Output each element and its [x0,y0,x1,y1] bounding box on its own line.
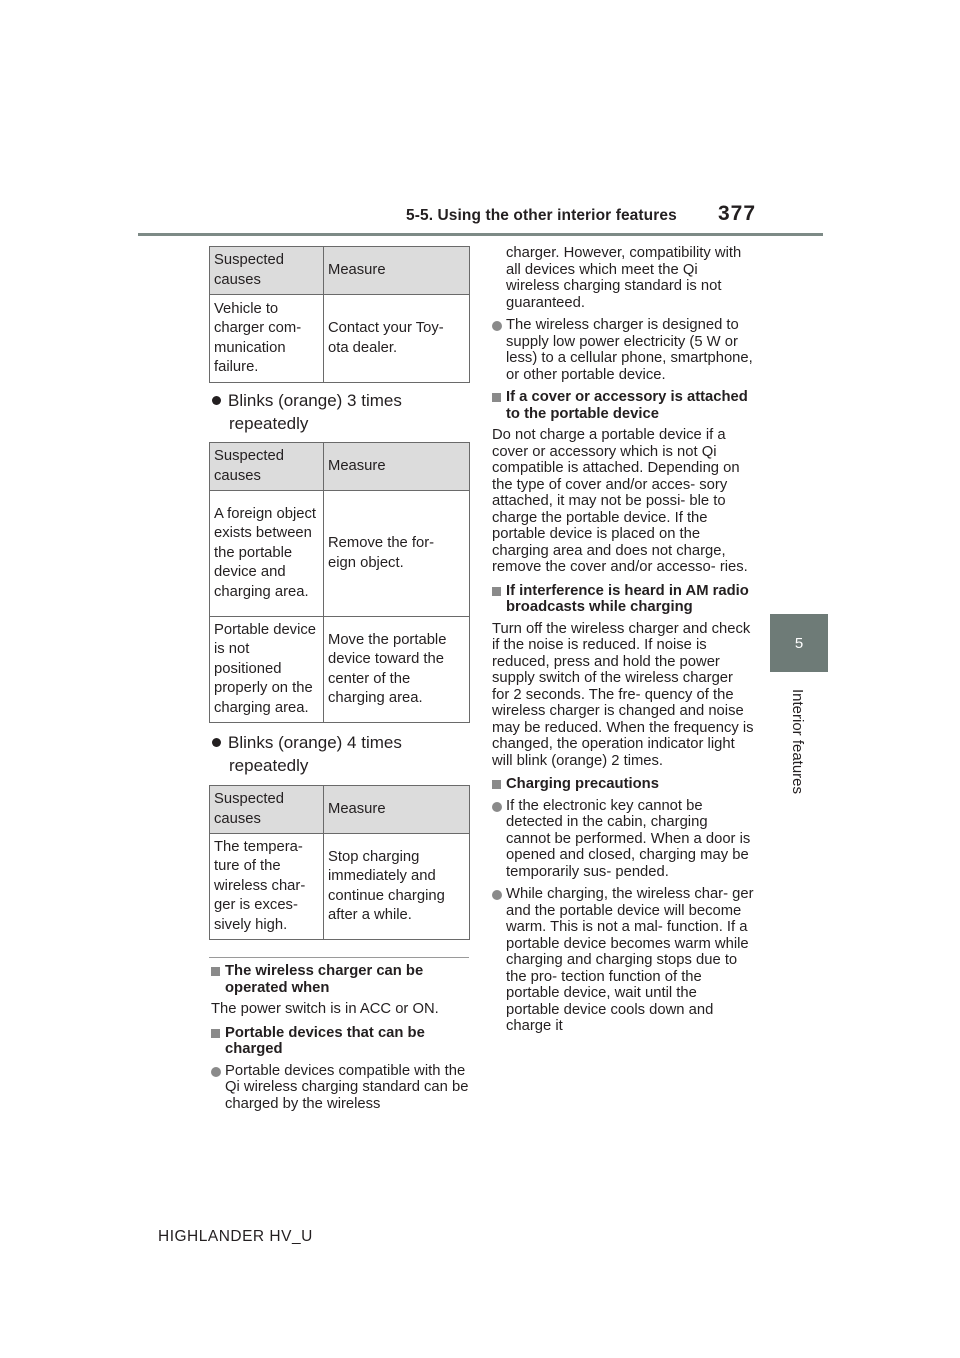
square-bullet-icon [211,1029,220,1038]
table-header-measure: Measure [324,247,470,295]
note-paragraph: Turn off the wireless charger and check if the noise is reduced. If noise is reduced, press and hold the power supply switch of the wireless charger for 2 seconds. The fre- quency of the wireless charger is changed and noise may be reduced. When the frequency is changed, the operation indicator light will blink (orange) 2 times. [492,620,754,769]
note-bullet: While charging, the wireless char- ger and the portable device will become warm. This is not a mal- function. If a portable device becomes warm while charging and charging stops due to the pro- tection function of the portable device, wait until the portable device cools down and charge it [492,886,754,1035]
chapter-tab: 5 [770,614,828,672]
note-heading: Portable devices that can be charged [211,1025,473,1058]
cause-cell: Vehicle to charger com- munication failure. [210,295,324,383]
circle-bullet-icon [211,1067,221,1077]
note-heading: Charging precautions [492,776,754,793]
table-row [210,491,470,617]
note-bullet: If the electronic key cannot be detected in the cabin, charging cannot be performed. When a door is opened and closed, charging may be temporarily sus- pended. [492,798,754,881]
note-bullet: Portable devices compatible with the Qi wireless charging standard can be charged by the wireless [211,1063,473,1113]
left-notes [211,963,473,1112]
footer-model: HIGHLANDER HV_U [158,1228,313,1245]
table-header-measure: Measure [324,443,470,491]
cause-cell: A foreign object exists between the portable device and charging area. [210,491,324,617]
square-bullet-icon [492,393,501,402]
note-continuation: charger. However, compatibility with all devices which meet the Qi wireless charging standard is not guaranteed. [506,245,742,311]
note-heading: The wireless charger can be operated when [211,963,473,996]
cause-cell: Portable device is not positioned properly on the charging area. [210,617,324,723]
measure-cell: Stop charging immediately and continue charging after a while. [324,834,470,940]
causes-table-1 [209,246,470,383]
section-title: 5-5. Using the other interior features [406,207,677,224]
table-header-measure: Measure [324,786,470,834]
bullet-dot [212,396,221,405]
blink-heading-3-times: Blinks (orange) 3 times repeatedly [212,389,402,435]
cause-cell: The tempera- ture of the wireless char- ger is exces- sively high. [210,834,324,940]
note-heading: If a cover or accessory is attached to the portable device [492,389,754,422]
measure-cell: Contact your Toy- ota dealer. [324,295,470,383]
table-header-cause: Suspected causes [210,786,324,834]
measure-cell: Move the portable device toward the center of the charging area. [324,617,470,723]
table-header-cause: Suspected causes [210,443,324,491]
table-row [210,295,470,383]
circle-bullet-icon [492,890,502,900]
page-number: 377 [718,202,757,225]
table-row [210,617,470,723]
chapter-side-label [787,680,809,802]
header-rule [138,233,823,236]
note-paragraph: The power switch is in ACC or ON. [211,1001,439,1017]
circle-bullet-icon [492,321,502,331]
note-paragraph: Do not charge a portable device if a cover or accessory which is not Qi compatible is attached. Depending on the type of cover and/or acces- sory attached, it may not be possi- ble to charge the portable device. If the portable device is placed on the charging area and does not charge, remove the cover and/or accesso- ries. [492,427,748,575]
table-row [210,834,470,940]
square-bullet-icon [492,587,501,596]
note-heading: If interference is heard in AM radio broadcasts while charging [492,583,754,616]
chapter-title: Interior features [789,688,807,794]
causes-table-2 [209,442,470,723]
circle-bullet-icon [492,802,502,812]
causes-table-3 [209,785,470,940]
note-bullet: The wireless charger is designed to supply low power electricity (5 W or less) to a cellular phone, smartphone, or other portable device. [492,317,754,383]
square-bullet-icon [211,967,220,976]
table-header-cause: Suspected causes [210,247,324,295]
square-bullet-icon [492,780,501,789]
notes-divider [209,957,469,958]
right-notes [492,245,754,1035]
measure-cell: Remove the for- eign object. [324,491,470,617]
bullet-dot [212,738,221,747]
blink-heading-4-times: Blinks (orange) 4 times repeatedly [212,731,402,777]
